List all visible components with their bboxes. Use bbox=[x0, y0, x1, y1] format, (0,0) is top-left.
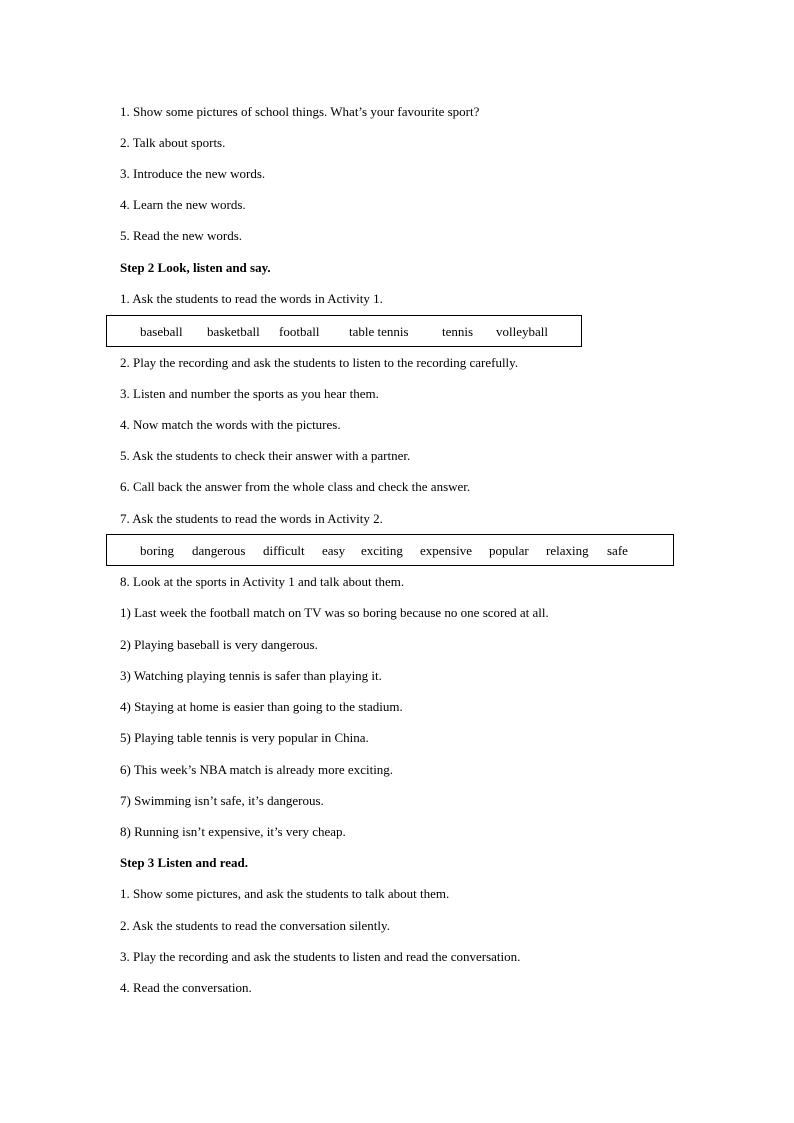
activity2-word: dangerous bbox=[192, 543, 246, 558]
activity1-word: tennis bbox=[442, 324, 474, 339]
example-sentence-7: 7) Swimming isn’t safe, it’s dangerous. bbox=[120, 793, 324, 808]
activity1-word: table tennis bbox=[349, 324, 409, 339]
step2-line: 4. Now match the words with the pictures. bbox=[120, 417, 341, 432]
example-sentence-5: 5) Playing table tennis is very popular in China. bbox=[120, 730, 369, 745]
step2-line: 6. Call back the answer from the whole class and check the answer. bbox=[120, 479, 471, 494]
example-sentence-1: 1) Last week the football match on TV was so boring because no one scored at all. bbox=[120, 605, 549, 620]
activity2-word-box bbox=[106, 534, 674, 566]
intro-line-4: 4. Learn the new words. bbox=[120, 197, 246, 212]
step2-line: 5. Ask the students to check their answer with a partner. bbox=[120, 448, 411, 463]
step3-line-3: 3. Play the recording and ask the students to listen and read the conversation. bbox=[120, 949, 521, 964]
step3-heading: Step 3 Listen and read. bbox=[120, 855, 248, 870]
activity1-word: volleyball bbox=[496, 324, 548, 339]
example-sentence-6: 6) This week’s NBA match is already more exciting. bbox=[120, 762, 394, 777]
activity2-word: safe bbox=[607, 543, 628, 558]
step2-line: 8. Look at the sports in Activity 1 and talk about them. bbox=[120, 574, 405, 589]
step3-line-4: 4. Read the conversation. bbox=[120, 980, 252, 995]
step2-instruction-1: 1. Ask the students to read the words in Activity 1. bbox=[120, 291, 383, 306]
activity2-word: difficult bbox=[263, 543, 305, 558]
intro-line-2: 2. Talk about sports. bbox=[120, 135, 226, 150]
step2-line: 3. Listen and number the sports as you hear them. bbox=[120, 386, 379, 401]
activity2-word: popular bbox=[489, 543, 529, 558]
example-sentence-4: 4) Staying at home is easier than going to the stadium. bbox=[120, 699, 403, 714]
activity1-word: football bbox=[279, 324, 320, 339]
step3-line-1: 1. Show some pictures, and ask the students to talk about them. bbox=[120, 886, 450, 901]
step3-line-2: 2. Ask the students to read the conversation silently. bbox=[120, 918, 390, 933]
step2-heading: Step 2 Look, listen and say. bbox=[120, 260, 271, 275]
example-sentence-2: 2) Playing baseball is very dangerous. bbox=[120, 637, 318, 652]
activity2-word: easy bbox=[322, 543, 346, 558]
activity2-word: exciting bbox=[361, 543, 403, 558]
activity1-word-box bbox=[106, 315, 582, 347]
intro-line-5: 5. Read the new words. bbox=[120, 228, 243, 243]
intro-line-1: 1. Show some pictures of school things. What’s your favourite sport? bbox=[120, 104, 480, 119]
intro-line-3: 3. Introduce the new words. bbox=[120, 166, 266, 181]
example-sentence-8: 8) Running isn’t expensive, it’s very cheap. bbox=[120, 824, 346, 839]
activity2-word: expensive bbox=[420, 543, 472, 558]
step2-line: 2. Play the recording and ask the students to listen to the recording carefully. bbox=[120, 355, 519, 370]
activity1-word: baseball bbox=[140, 324, 183, 339]
activity2-word: relaxing bbox=[546, 543, 589, 558]
example-sentence-3: 3) Watching playing tennis is safer than playing it. bbox=[120, 668, 382, 683]
activity2-word: boring bbox=[140, 543, 174, 558]
activity1-word: basketball bbox=[207, 324, 260, 339]
step2-line: 7. Ask the students to read the words in Activity 2. bbox=[120, 511, 383, 526]
